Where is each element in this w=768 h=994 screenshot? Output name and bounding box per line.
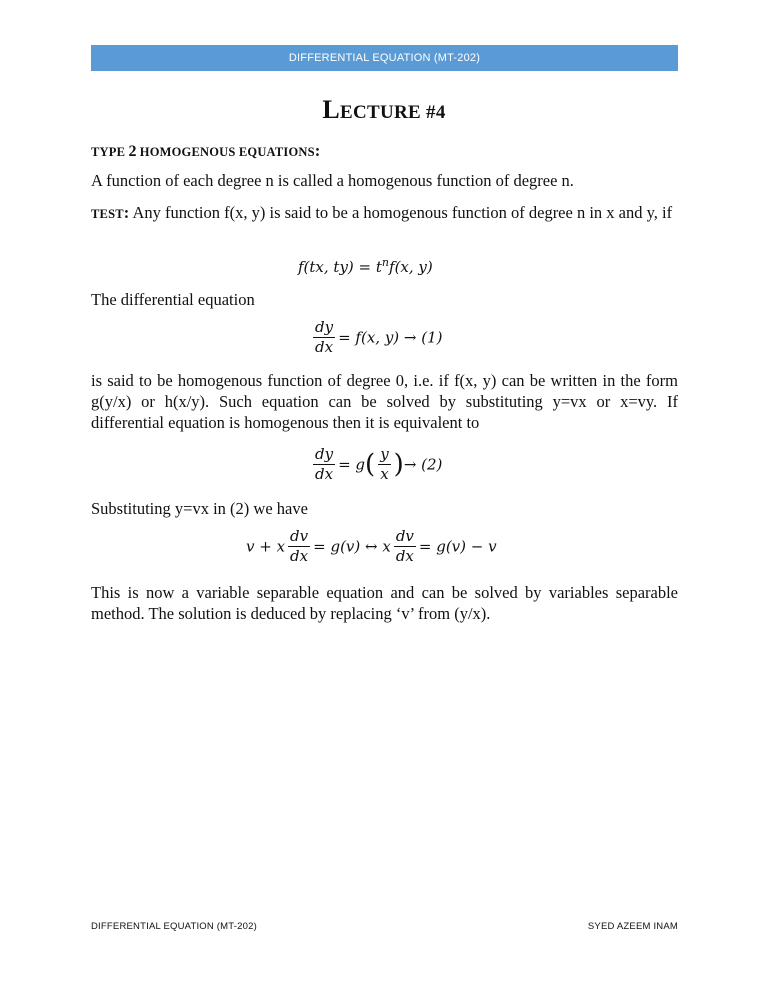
fraction-dv-dx: $\frac{dv}{dx}$ [395,527,414,565]
fraction-dy-dx: $\frac{dy}{dx}$ [315,445,334,483]
lecture-title: LECTURE #4 [322,95,446,124]
fraction-dy-dx: $\frac{dy}{dx}$ [315,318,334,356]
equation-homogeneity: f(tx, $ty) = t^nf(x$, y) [298,256,433,276]
equation-1: $\frac{dy}{dx}$ = f(x, y) → (1) [315,318,443,356]
fraction-dv-dx: $\frac{dv}{dx}$ [290,527,309,565]
equation-3: v + x $\frac{dv}{dx}$ = g(v) ↔ x $\frac{dv}{dx}$ = g(v) − v [246,527,497,565]
equation-2: $\frac{dy}{dx}$ = g( $\frac{y}{x}$ )→ (2) [315,445,443,483]
header-bar [91,45,678,71]
section-heading: TYPE 2 HOMOGENOUS EQUATIONS: [91,141,321,160]
footer-course-title: DIFFERENTIAL EQUATION (MT-202) [91,921,257,932]
paragraph-definition: A function of each degree n is called a homogenous function of degree n. [91,171,574,190]
paragraph-test: TEST: Any function f(x, y) is said to be a homogenous function of degree n in x and y, if [91,203,673,222]
paragraph-conclusion: This is now a variable separable equation and can be solved by variables separable method. The solution is deduced by replacing ‘v’ from (y/x). [91,583,678,623]
header-title: DIFFERENTIAL EQUATION (MT-202) [288,52,481,64]
footer-author: SYED AZEEM INAM [587,921,678,932]
paragraph-de-intro: The differential equation [91,290,255,309]
paragraph-homogenous-explanation: is said to be homogenous function of degree 0, i.e. if f(x, y) can be written in the form g(y/x) or h(x/y). Such equation can be solved by substituting y=vx or x=vy. If differential equation is homogenous then it is equivalent to [91,371,678,432]
paragraph-substitution: Substituting y=vx in (2) we have [91,499,308,518]
fraction-y-x: $\frac{y}{x}$ [380,445,389,483]
